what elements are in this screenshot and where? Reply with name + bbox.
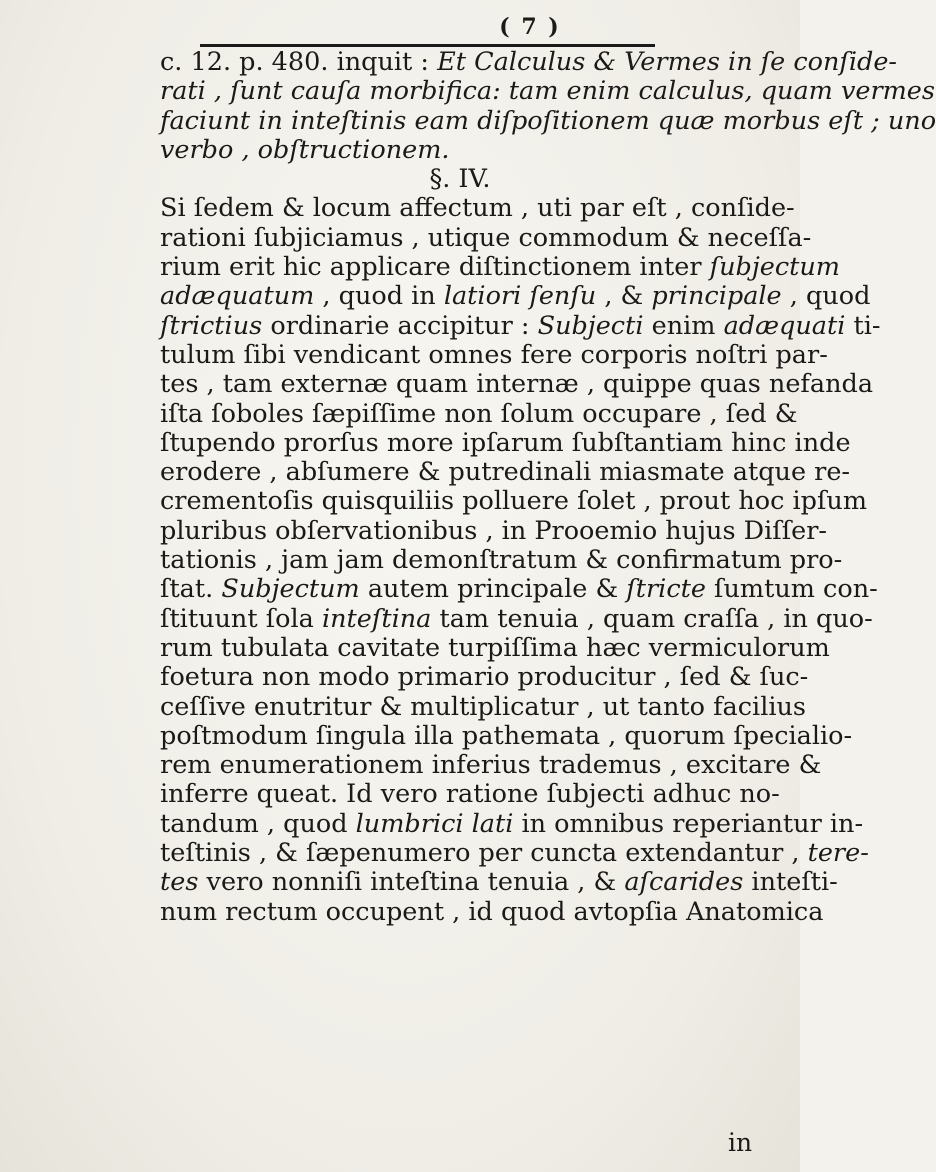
text-line: rium erit hic applicare diſtinctionem inter ſubjectum bbox=[160, 252, 840, 283]
body-text bbox=[160, 47, 936, 927]
text-line: ſtupendo prorſus more ipſarum ſubſtantiam hinc inde bbox=[160, 427, 851, 458]
page-number-header: ( 7 ) bbox=[499, 14, 561, 40]
text-line: num rectum occupent , id quod avtopſia Anatomica bbox=[160, 896, 824, 927]
text-line: foetura non modo primario producitur , ſed & ſuc- bbox=[160, 662, 809, 693]
text-line: Si ſedem & locum affectum , uti par eſt , conſide- bbox=[160, 193, 795, 224]
text-line: c. 12. p. 480. inquit : Et Calculus & Vermes in ſe conſide- bbox=[160, 47, 898, 77]
text-line: ſtituunt ſola inteſtina tam tenuia , quam craſſa , in quo- bbox=[160, 603, 873, 634]
text-line: ſtat. Subjectum autem principale & ſtricte ſumtum con- bbox=[160, 574, 878, 605]
text-line: rem enumerationem inferius trademus , excitare & bbox=[160, 750, 822, 781]
text-line: adæquatum , quod in latiori ſenſu , & principale , quod bbox=[160, 281, 871, 312]
text-line: ſtrictius ordinarie accipitur : Subjecti enim adæquati ti- bbox=[160, 310, 881, 341]
text-line: rum tubulata cavitate turpiſſima hæc vermiculorum bbox=[160, 632, 830, 663]
text-line: faciunt in inteſtinis eam diſpoſitionem quæ morbus eſt ; uno bbox=[160, 105, 936, 136]
text-line: rationi ſubjiciamus , utique commodum & neceſſa- bbox=[160, 222, 812, 253]
text-line: tandum , quod lumbrici lati in omnibus reperiantur in- bbox=[160, 808, 864, 839]
text-line: inferre queat. Id vero ratione ſubjecti adhuc no- bbox=[160, 779, 780, 810]
text-line: tes , tam externæ quam internæ , quippe quas nefanda bbox=[160, 369, 874, 400]
text-line: tulum ſibi vendicant omnes fere corporis noſtri par- bbox=[160, 339, 828, 370]
text-line: iſta ſoboles ſæpiſſime non ſolum occupare , ſed & bbox=[160, 398, 798, 429]
catchword: in bbox=[728, 1128, 753, 1157]
text-line: verbo , obſtructionem. bbox=[160, 134, 450, 165]
text-line: §. IV. bbox=[429, 164, 491, 195]
text-line: teſtinis , & ſæpenumero per cuncta extendantur , tere- bbox=[160, 838, 869, 869]
text-line: poſtmodum ſingula illa pathemata , quorum ſpecialio- bbox=[160, 720, 853, 751]
text-line: rati , ſunt cauſa morbifica: tam enim calculus, quam vermes bbox=[160, 76, 935, 107]
text-line: tes vero nonniſi inteſtina tenuia , & aſcarides inteſti- bbox=[160, 867, 838, 898]
text-line: crementoſis quisquiliis polluere ſolet , prout hoc ipſum bbox=[160, 486, 868, 517]
text-line: ceſſive enutritur & multiplicatur , ut tanto facilius bbox=[160, 691, 807, 722]
text-line: tationis , jam jam demonſtratum & confirmatum pro- bbox=[160, 545, 843, 576]
text-line: erodere , abſumere & putredinali miasmate atque re- bbox=[160, 457, 851, 488]
text-line: pluribus obſervationibus , in Prooemio hujus Diſſer- bbox=[160, 515, 828, 546]
